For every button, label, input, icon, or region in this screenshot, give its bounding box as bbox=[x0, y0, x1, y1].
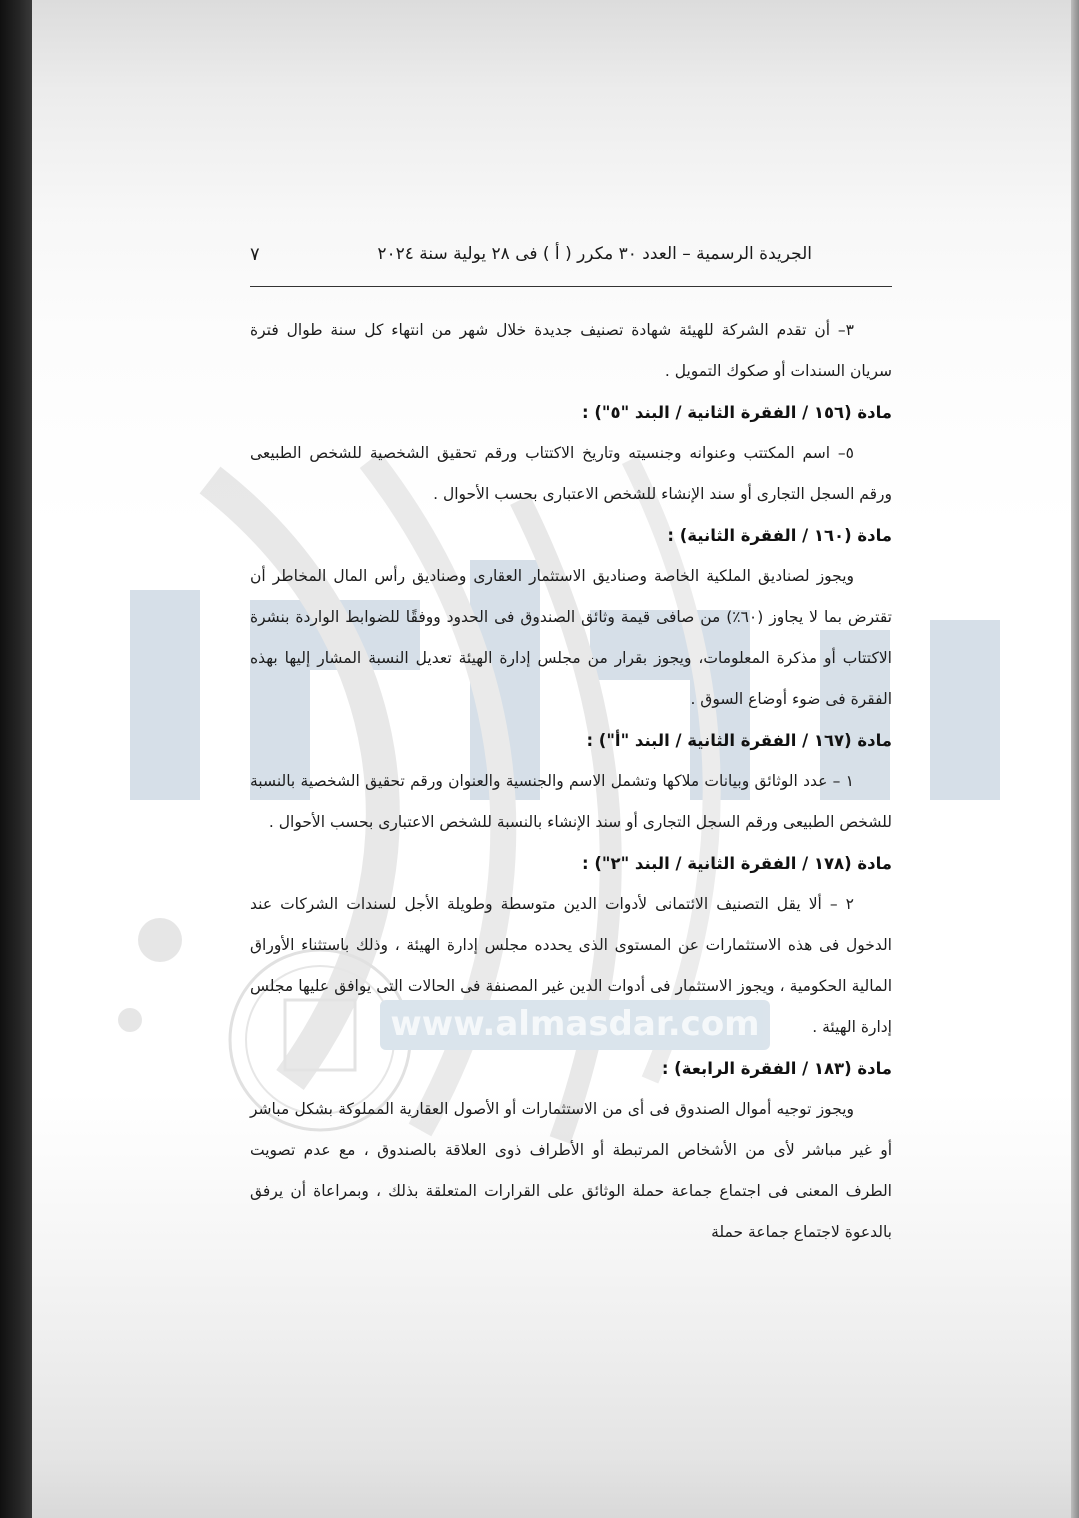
paragraph-article-160: ويجوز لصناديق الملكية الخاصة وصناديق الاستثمار العقارى وصناديق رأس المال المخاطر أن تقترض بما لا يجاوز (٦٠٪) من صافى قيمة وثائق الصندوق فى الحدود ووفقًا للضوابط الواردة بنشرة الاكتتاب أو مذكرة المعلومات، ويجوز بقرار من مجلس إدارة الهيئة تعديل النسبة المشار إليها بهذه الفقرة فى ضوء أوضاع السوق . bbox=[250, 567, 892, 708]
article-heading-160: مادة (١٦٠ / الفقرة الثانية) : bbox=[667, 526, 892, 545]
right-edge-shadow bbox=[1071, 0, 1079, 1518]
article-heading-183: مادة (١٨٣ / الفقرة الرابعة) : bbox=[661, 1059, 892, 1078]
gazette-header-title: الجريدة الرسمية – العدد ٣٠ مكرر ( أ ) فى ٢٨ يولية سنة ٢٠٢٤ bbox=[377, 244, 812, 264]
left-edge-shadow bbox=[0, 0, 32, 1518]
paragraph-item-5: ٥– اسم المكتتب وعنوانه وجنسيته وتاريخ الاكتتاب ورقم تحقيق الشخصية للشخص الطبيعى ورقم السجل التجارى أو سند الإنشاء للشخص الاعتبارى بحسب الأحوال . bbox=[250, 444, 892, 503]
page-number: ٧ bbox=[250, 244, 260, 265]
paragraph-item-2: ٢ – ألا يقل التصنيف الائتمانى لأدوات الدين متوسطة وطويلة الأجل لسندات الشركات عند الدخول فى هذه الاستثمارات عن المستوى الذى يحدده مجلس إدارة الهيئة ، وذلك باستثناء الأوراق المالية الحكومية ، ويجوز الاستثمار فى أدوات الدين غير المصنفة فى الحالات التى يوافق عليها مجلس إدارة الهيئة . bbox=[250, 895, 892, 1036]
watermark-url: www.almasdar.com bbox=[390, 1004, 760, 1044]
header-divider bbox=[250, 286, 892, 287]
article-heading-178: مادة (١٧٨ / الفقرة الثانية / البند "٢") : bbox=[582, 854, 892, 873]
article-heading-167: مادة (١٦٧ / الفقرة الثانية / البند "أ") : bbox=[586, 731, 892, 750]
document-body bbox=[250, 310, 892, 1253]
paragraph-item-1: ١ – عدد الوثائق وبيانات ملاكها وتشمل الاسم والجنسية والعنوان ورقم تحقيق الشخصية بالنسبة للشخص الطبيعى ورقم السجل التجارى أو سند الإنشاء بالنسبة للشخص الاعتبارى بحسب الأحوال . bbox=[250, 772, 892, 831]
page-header bbox=[240, 244, 812, 274]
paragraph-article-183: ويجوز توجيه أموال الصندوق فى أى من الاستثمارات أو الأصول العقارية المملوكة بشكل مباشر أو غير مباشر لأى من الأشخاص المرتبطة أو الأطراف ذوى العلاقة بالصندوق ، مع عدم تصويت الطرف المعنى فى اجتماع جماعة حملة الوثائق على القرارات المتعلقة بذلك ، وبمراعاة أن يرفق بالدعوة لاجتماع جماعة حملة bbox=[250, 1100, 892, 1241]
article-heading-156: مادة (١٥٦ / الفقرة الثانية / البند "٥") : bbox=[582, 403, 892, 422]
paragraph-item-3: ٣– أن تقدم الشركة للهيئة شهادة تصنيف جديدة خلال شهر من انتهاء كل سنة طوال فترة سريان السندات أو صكوك التمويل . bbox=[250, 321, 892, 380]
